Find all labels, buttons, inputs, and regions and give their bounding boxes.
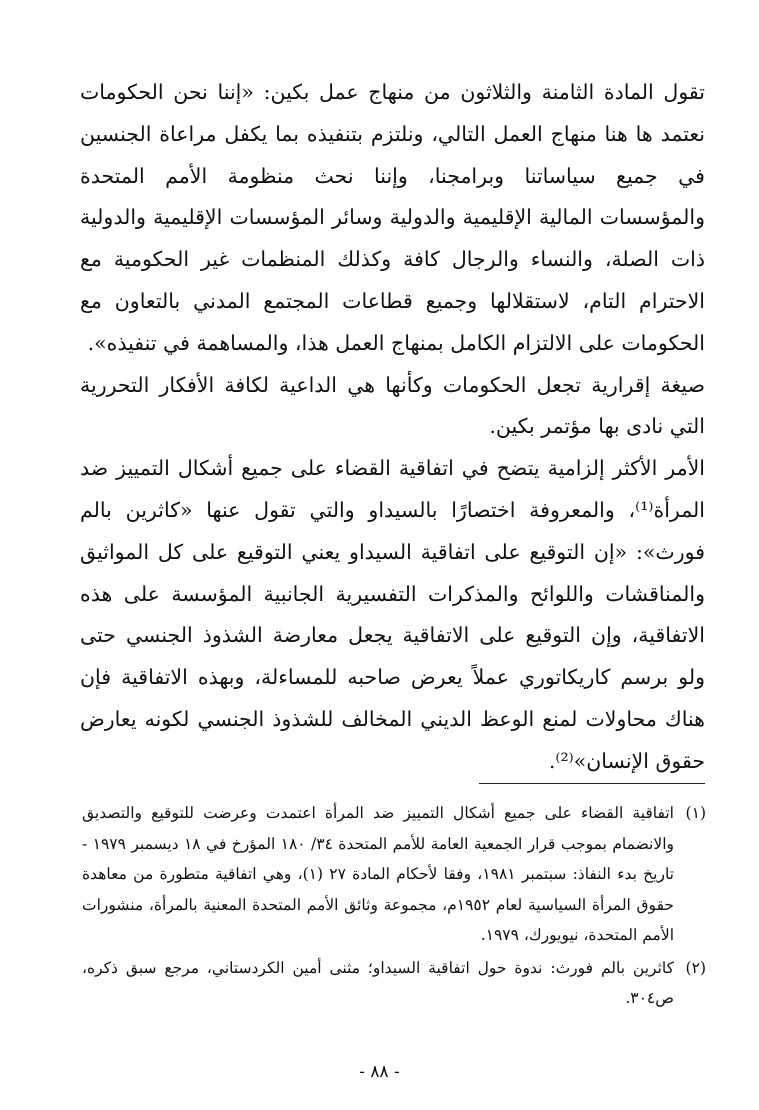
footnote-separator bbox=[479, 783, 705, 784]
footnote-2-text: كاثرين بالم فورث: ندوة حول اتفاقية السيداو؛ مثنى أمين الكردستاني، مرجع سبق ذكره، ص٣٠٤. bbox=[82, 958, 674, 1007]
paragraph-2: صيغة إقرارية تجعل الحكومات وكأنها هي الداعية لكافة الأفكار التحررية التي نادى بها مؤتمر بكين. bbox=[80, 372, 705, 439]
footnote-1-text: اتفاقية القضاء على جميع أشكال التمييز ضد المرأة اعتمدت وعرضت للتوقيع والتصديق والانضمام بموجب قرار الجمعية العامة للأمم المتحدة ٣٤/ ١٨٠ المؤرخ في ١٨ ديسمبر ١٩٧٩ - تاريخ بدء النفاذ: سبتمبر ١٩٨١، وفقا لأحكام المادة ٢٧ (١)، وهي اتفاقية متطورة من معاهدة حقوق المرأة السياسية لعام ١٩٥٢م، مجموعة وثائق الأمم المتحدة المعنية بالمرأة، منشورات الأمم المتحدة، نيويورك، ١٩٧٩. bbox=[82, 804, 674, 944]
footnotes bbox=[82, 798, 706, 1016]
page-body bbox=[80, 72, 705, 783]
page-number: - ٨٨ - bbox=[359, 1062, 400, 1082]
footnote-1-number: (١) bbox=[685, 804, 706, 822]
footnote-1 bbox=[82, 798, 706, 951]
paragraph-3: الأمر الأكثر إلزامية يتضح في اتفاقية القضاء على جميع أشكال التمييز ضد المرأة⁽¹⁾، والمعروفة اختصارًا بالسيداو والتي تقول عنها «كاثرين بالم فورث»: «إن التوقيع على اتفاقية السيداو يعني التوقيع على كل المواثيق والمناقشات واللوائح والمذكرات التفسيرية الجانبية المؤسسة على هذه الاتفاقية، وإن التوقيع على الاتفاقية يجعل معارضة الشذوذ الجنسي حتى ولو برسم كاريكاتوري عملاً يعرض صاحبه للمساءلة، وبهذه الاتفاقية فإن هناك محاولات لمنع الوعظ الديني المخالف للشذوذ الجنسي لكونه يعارض حقوق الإنسان»⁽²⁾. bbox=[80, 456, 705, 773]
paragraph-1: تقول المادة الثامنة والثلاثون من منهاج عمل بكين: «إننا نحن الحكومات نعتمد ها هنا منهاج العمل التالي، ونلتزم بتنفيذه بما يكفل مراعاة الجنسين في جميع سياساتنا وبرامجنا، وإننا نحث منظومة الأمم المتحدة والمؤسسات المالية الإقليمية والدولية وسائر المؤسسات الإقليمية والدولية ذات الصلة، والنساء والرجال كافة وكذلك المنظمات غير الحكومية مع الاحترام التام، لاستقلالها وجميع قطاعات المجتمع المدني بالتعاون مع الحكومات على الالتزام الكامل بمنهاج العمل هذا، والمساهمة في تنفيذه». bbox=[80, 80, 705, 355]
footnote-2-number: (٢) bbox=[685, 958, 706, 977]
main-text bbox=[80, 72, 705, 783]
footnote-2 bbox=[82, 953, 706, 1014]
